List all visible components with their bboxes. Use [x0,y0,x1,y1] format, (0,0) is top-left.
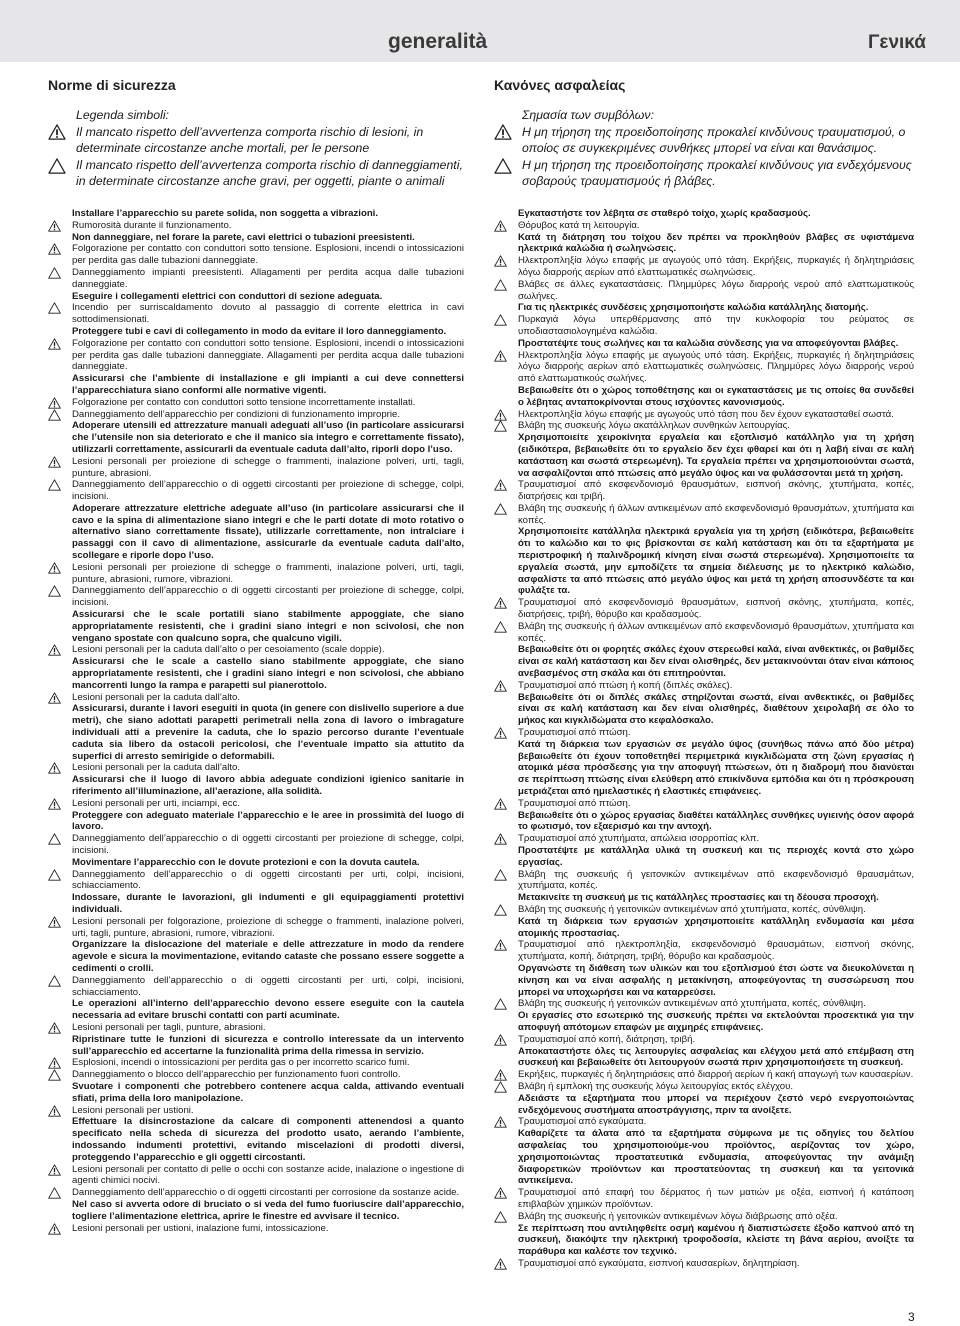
risk-text: Ηλεκτροπληξία λόγω επαφής με αγωγούς υπό τάση που δεν έχουν εγκατασταθεί σωστά. [518,408,894,420]
safety-entry [48,998,464,1033]
risk-text: Folgorazione per contatto con conduttori sotto tensione incorrettamente installati. [72,396,416,408]
safety-instruction: Installare l’apparecchio su parete solida, non soggetta a vibrazioni. [72,207,379,219]
safety-instruction: Adoperare attrezzature elettriche adeguate all’uso (in particolare assicurarsi che il cavo e la spina di alimentazione siano integri e che le parti dotate di moto rotativo o alternativo siano correttamente fissate), utilizzarle correttamente, non intralciare i passaggi con il cavo di alimentazione, assicurarle da eventuale caduta dall’alto, scollegare e riporle dopo l’uso. [72,502,464,562]
risk-text: Ηλεκτροπληξία λόγω επαφής με αγωγούς υπό τάση. Εκρήξεις, πυρκαγιές ή δηλητηριάσεις λόγω διαρροής αερίων από ελαττωματικές σωληνώσεις. Πλημμύρες λόγω διαρροής νερού από ελαττωματικούς σωλήνες. [518,349,914,385]
greek-legend [494,107,914,190]
greek-column [494,77,914,1270]
risk-text: Lesioni personali per la caduta dall’alto o per cesoiamento (scale doppie). [72,644,385,656]
risk-text: Βλάβη ή εμπλοκή της συσκευής λόγω λειτουργίας εκτός ελέγχου. [518,1080,794,1092]
safety-instruction: Le operazioni all’interno dell’apparecchio devono essere eseguite con la cautela necessaria ad evitare bruschi contatti con parti acuminate. [72,998,464,1022]
safety-instruction: Adoperare utensili ed attrezzature manuali adeguati all’uso (in particolare assicurarsi che l’utensile non sia deteriorato e che il manico sia integro e correttamente fissato), utilizzarli correttamente, assicurarli da eventuale caduta dall’alto, riporli dopo l’uso. [72,420,464,455]
safety-entry [48,703,464,774]
legend-text: Legenda simboli: [76,108,169,122]
risk-text: Τραυματισμοί από χτυπήματα, απώλεια ισορροπίας κλπ. [518,833,760,845]
safety-entry [48,208,464,232]
risk-text: Βλάβη της συσκευής λόγω ακατάλληλων συνθηκών λειτουργίας. [518,420,790,432]
safety-instruction: Proteggere con adeguato materiale l’apparecchio e le aree in prossimità del luogo di lavoro. [72,809,464,833]
warning-triangle-icon [48,267,62,280]
risk-text: Danneggiamento dell’apparecchio o di oggetti circostanti per proiezione di schegge, colpi, incisioni. [72,833,464,856]
risk-text: Folgorazione per contatto con conduttori sotto tensione. Esplosioni, incendi o intossicazioni per perdita gas dalle tubazioni danneggiate. Allagamenti per perdita acqua dalle tubazioni danneggiate. [72,337,464,373]
risk-text: Τραυματισμοί από εκσφενδονισμό θραυσμάτων, εισπνοή σκόνης, χτυπήματα, κοπές, διατρήσεις, τριβή, θόρυβο και κραδασμούς. [518,597,914,621]
risk-text: Lesioni personali per folgorazione, proiezione di schegge o frammenti, inalazione polveri, urti, tagli, punture, abrasioni, rumore, vibrazioni. [72,915,464,939]
safety-instruction: Μετακινείτε τη συσκευή με τις κατάλληλες προστασίες και τη δέουσα προσοχή. [518,892,879,904]
safety-entry [494,845,914,892]
warning-exclamation-icon [48,338,62,351]
warning-triangle-icon [494,314,508,327]
warning-triangle-icon [48,479,62,492]
safety-instruction: Non danneggiare, nel forare la parete, cavi elettrici o tubazioni preesistenti. [72,231,415,243]
risk-text: Βλάβη της συσκευής ή γειτονικών αντικειμένων από εκσφενδονισμό θραυσμάτων, χτυπήματα, κοπές. [518,868,914,892]
warning-triangle-icon [48,869,62,882]
safety-instruction: Σε περίπτωση που αντιληφθείτε οσμή καμένου ή διαπιστώσετε έξοδο καπνού από τη συσκευή, διακόψτε την ηλεκτρική τροφοδοσία, κλείστε τη βάνα αερίου, ανοίξτε τα παράθυρα και καλέστε τον τεχνικό. [518,1222,914,1258]
risk-text: Τραυματισμοί από επαφή του δέρματος ή των ματιών με οξέα, εισπνοή ή κατάποση επιβλαβών χημικών προϊόντων. [518,1187,914,1210]
safety-instruction: Eseguire i collegamenti elettrici con conduttori di sezione adeguata. [72,290,383,302]
safety-entry [48,1034,464,1081]
legend-text: Σημασία των συμβόλων: [522,108,654,122]
safety-instruction: Κατά τη διάτρηση του τοίχου δεν πρέπει να προκληθούν βλάβες σε υφιστάμενα ηλεκτρικά καλώδια ή σωληνώσεις. [518,231,914,255]
warning-exclamation-icon [494,124,508,137]
safety-entry [494,526,914,644]
italian-entries [48,208,464,1234]
warning-exclamation-icon [494,479,508,492]
risk-text: Τραυματισμοί από πτώση ή κοπή (διπλές σκάλες). [518,679,733,691]
safety-instruction: Movimentare l’apparecchio con le dovute protezioni e con la dovuta cautela. [72,856,420,868]
risk-text: Τραυματισμοί από εγκαύματα. [518,1116,647,1128]
italian-column [48,77,464,1234]
safety-instruction: Εγκαταστήστε τον λέβητα σε σταθερό τοίχο, χωρίς κραδασμούς. [518,207,811,219]
warning-triangle-icon [48,585,62,598]
safety-instruction: Assicurarsi che le scale portatili siano stabilmente appoggiate, che siano appropriatamente resistenti, che i gradini siano integri e non scivolosi, che non vengano spostate con qualcuno sopra, che qualcuno vigili. [72,609,464,644]
risk-text: Βλάβη της συσκευής ή άλλων αντικειμένων από εκσφενδονισμό θραυσμάτων, χτυπήματα και κοπές. [518,502,914,526]
safety-entry [48,774,464,809]
safety-entry [494,1093,914,1128]
safety-instruction: Organizzare la dislocazione del materiale e delle attrezzature in modo da rendere agevole e sicura la movimentazione, evitando cataste che possano essere soggette a cedimenti o crolli. [72,939,464,974]
safety-instruction: Effettuare la disincrostazione da calcare di componenti attenendosi a quanto specificato nella scheda di sicurezza del prodotto usato, aerando l’ambiente, indossando indumenti protettivi, evitando miscelazioni di prodotti diversi, proteggendo l’apparecchio e gli oggetti circostanti. [72,1116,464,1163]
page-number: 3 [908,1310,915,1324]
risk-text: Βλάβη της συσκευής ή άλλων αντικειμένων από εκσφενδονισμό θραυσμάτων, χτυπήματα και κοπές. [518,620,914,644]
risk-text: Lesioni personali per proiezione di schegge o frammenti, inalazione polveri, urti, tagli, punture, abrasioni, rumore, vibrazioni. [72,561,464,585]
safety-instruction: Βεβαιωθείτε ότι οι διπλές σκάλες στηρίζονται σωστά, είναι ανθεκτικές, οι βαθμίδες είναι σε καλή κατάσταση και δεν είναι ολισθηρές, διαθέτουν χειρολαβή σε όλο το μήκος και κιγκλιδώματα στο κεφαλόσκαλο. [518,691,914,727]
risk-text: Βλάβες σε άλλες εγκαταστάσεις. Πλημμύρες λόγω διαρροής νερού από ελαττωματικούς σωλήνες. [518,278,914,302]
risk-text: Βλάβη της συσκευής ή γειτονικών αντικειμένων λόγω διάβρωσης από οξέα. [518,1210,838,1222]
safety-entry [48,326,464,373]
safety-instruction: Βεβαιωθείτε ότι ο χώρος τοποθέτησης και οι εγκαταστάσεις με τις οποίες θα συνδεθεί ο λέβητας ανταποκρίνονται στους ισχύοντες κανονισμούς. [518,384,914,408]
safety-entry [48,609,464,656]
risk-text: Βλάβη της συσκευής ή γειτονικών αντικειμένων από χτυπήματα, κοπές, σύνθλιψη. [518,998,866,1010]
legend-row [494,157,914,190]
safety-instruction: Κατά τη διάρκεια των εργασιών χρησιμοποιείτε κατάλληλη ενδυμασία και μέσα ατομικής προστασίας. [518,915,914,939]
safety-entry [494,338,914,385]
safety-entry [494,644,914,691]
safety-entry [48,892,464,939]
safety-instruction: Nel caso si avverta odore di bruciato o si veda del fumo fuoriuscire dall’apparecchio, togliere l’alimentazione elettrica, aprire le finestre ed avvisare il tecnico. [72,1198,464,1222]
safety-entry [494,232,914,303]
risk-text: Lesioni personali per ustioni. [72,1104,194,1116]
safety-entry [494,1223,914,1270]
safety-entry [48,810,464,857]
legend-text: Il mancato rispetto dell’avvertenza comporta rischio di lesioni, in determinate circostanze anche mortali, per le persone [76,124,424,156]
risk-text: Lesioni personali per la caduta dall’alto. [72,762,240,774]
risk-text: Τραυματισμοί από εγκαύματα, εισπνοή καυσαερίων, δηλητηρίαση. [518,1257,800,1269]
risk-text: Τραυματισμοί από ηλεκτροπληξία, εκσφενδονισμό θραυσμάτων, εισπνοή σκόνης, χτυπήματα, κοπή, διάτρηση, τριβή, θόρυβο και κραδασμούς. [518,939,914,963]
safety-instruction: Proteggere tubi e cavi di collegamento in modo da evitare il loro danneggiamento. [72,325,447,337]
safety-instruction: Οργανώστε τη διάθεση των υλικών και του εξοπλισμού έτσι ώστε να διευκολύνεται η κίνηση και να είναι ασφαλής η μετακίνηση, αποφεύγοντας τη συσσώρευση που μπορεί να υποχωρήσει και να καταρρεύσει. [518,962,914,998]
risk-text: Danneggiamento o blocco dell’apparecchio per funzionamento fuori controllo. [72,1069,401,1081]
warning-triangle-icon [494,158,508,171]
legend-text: Η μη τήρηση της προειδοποίησης προκαλεί κινδύνους για ενδεχόμενους σοβαρούς τραυματισμούς ή βλάβες. [522,157,912,189]
safety-instruction: Χρησιμοποιείτε κατάλληλα ηλεκτρικά εργαλεία για τη χρήση (ειδικότερα, βεβαιωθείτε ότι το καλώδιο και το φις βρίσκονται σε καλή κατάσταση και ότι τα εξαρτήματα με περιστροφική ή παλινδρομική κίνηση είναι σωστά στερεωμένα). Χρησιμοποιείτε τα εργαλεία σωστά, μην εμποδίζετε τα σημεία διέλευσης με το ηλεκτρικό καλώδιο, ασφαλίστε τα από πτώσεις από μεγάλο ύψος και μετά τη χρήση αποσυνδέστε τα και φυλάξτε τα. [518,526,914,597]
safety-entry [494,892,914,916]
warning-triangle-icon [494,279,508,292]
warning-exclamation-icon [494,350,508,363]
risk-text: Πυρκαγιά λόγω υπερθέρμανσης από την κυκλοφορία του ρεύματος σε υποδιαστασιολογημένα καλώδια. [518,314,914,337]
risk-text: Folgorazione per contatto con conduttori sotto tensione. Esplosioni, incendi o intossicazioni per perdita gas dalle tubazioni danneggiate. [72,243,464,267]
italian-legend [48,107,464,190]
risk-text: Lesioni personali per ustioni, inalazione fumi, intossicazione. [72,1222,329,1234]
section-title-greek: Γενικά [868,32,926,53]
safety-entry [48,656,464,703]
safety-instruction: Assicurarsi che l’ambiente di installazione e gli impianti a cui deve connettersi l’apparecchiatura siano conformi alle normative vigenti. [72,373,464,396]
warning-exclamation-icon [48,456,62,469]
risk-text: Lesioni personali per urti, inciampi, ecc. [72,797,240,809]
risk-text: Rumorosità durante il funzionamento. [72,219,232,231]
warning-exclamation-icon [494,939,508,952]
warning-exclamation-icon [48,916,62,929]
safety-instruction: Για τις ηλεκτρικές συνδέσεις χρησιμοποιήστε καλώδια κατάλληλης διατομής. [518,302,869,314]
warning-exclamation-icon [48,124,62,137]
legend-text: Η μη τήρηση της προειδοποίησης προκαλεί κινδύνους τραυματισμού, ο οποίος σε συγκεκριμένες συνθήκες μπορεί να είναι και θανάσιμος. [522,124,906,156]
risk-text: Βλάβη της συσκευής ή γειτονικών αντικειμένων από χτυπήματα, κοπές, σύνθλιψη. [518,903,866,915]
safety-instruction: Χρησιμοποιείτε χειροκίνητα εργαλεία και εξοπλισμό κατάλληλο για τη χρήση (ειδικότερα, βεβαιωθείτε ότι το εργαλείο δεν έχει φθαρεί και ότι η λαβή είναι σε καλή κατάσταση και σωστά στερεωμένη). Τα εργαλεία πρέπει να χρησιμοποιούνται σωστά, να ασφαλίζονται από πτώσεις από μεγάλο ύψος και να φυλάσσονται μετά τη χρήση. [518,432,914,479]
safety-instruction: Βεβαιωθείτε ότι οι φορητές σκάλες έχουν στερεωθεί καλά, είναι ανθεκτικές, οι βαθμίδες είναι σε καλή κατάσταση και δεν είναι ολισθηρές, δεν μετακινούνται όταν είναι κάποιος ανεβασμένος στη σκάλα και ότι επιτηρούνται. [518,644,914,680]
safety-entry [494,385,914,432]
risk-text: Danneggiamento dell’apparecchio o di oggetti circostanti per proiezione di schegge, colpi, incisioni. [72,479,464,503]
warning-exclamation-icon [494,1258,508,1271]
risk-text: Danneggiamento dell’apparecchio o di oggetti circostanti per urti, colpi, incisioni, schiacciamento. [72,868,464,892]
section-title-italian: generalità [388,30,488,53]
warning-exclamation-icon [494,255,508,268]
safety-entry [494,810,914,845]
safety-instruction: Οι εργασίες στο εσωτερικό της συσκευής πρέπει να εκτελούνται προσεκτικά για την αποφυγή απότομων επαφών με αιχμηρές επιφάνειες. [518,1010,914,1033]
safety-entry [48,1116,464,1199]
safety-entry [48,503,464,609]
safety-entry [48,420,464,503]
risk-text: Ηλεκτροπληξία λόγω επαφής με αγωγούς υπό τάση. Εκρήξεις, πυρκαγιές ή δηλητηριάσεις λόγω διαρροής αερίων από ελαττωματικές σωληνώσεις. [518,255,914,278]
warning-triangle-icon [48,833,62,846]
safety-instruction: Assicurarsi, durante i lavori eseguiti in quota (in genere con dislivello superiore a due metri), che siano adottati parapetti perimetrali nella zona di lavoro o imbragature individuali atti a prevenire la caduta, che lo spazio percorso durante l’eventuale caduta sia libero da ostacoli pericolosi, che l’eventuale impatto sia attutito da superfici di arresto semirigide o deformabili. [72,703,464,762]
safety-entry [48,232,464,291]
safety-entry [494,963,914,1010]
risk-text: Εκρήξεις, πυρκαγιές ή δηλητηριάσεις από διαρροή αερίων ή κακή απαγωγή των καυσαερίων. [518,1069,914,1081]
risk-text: Lesioni personali per contatto di pelle o occhi con sostanze acide, inalazione o ingestione di agenti chimici nocivi. [72,1163,464,1187]
warning-triangle-icon [48,302,62,315]
safety-entry [48,1081,464,1116]
risk-text: Danneggiamento impianti preesistenti. Allagamenti per perdita acqua dalle tubazioni danneggiate. [72,266,464,290]
risk-text: Τραυματισμοί από πτώση. [518,797,631,809]
safety-entry [494,1010,914,1045]
risk-text: Τραυματισμοί από κοπή, διάτρηση, τριβή. [518,1033,696,1045]
safety-entry [494,1046,914,1093]
warning-triangle-icon [494,503,508,516]
safety-instruction: Καθαρίζετε τα άλατα από τα εξαρτήματα σύμφωνα με τις οδηγίες του δελτίου ασφαλείας του χρησιμοποιούμε-νου προϊόντος, αερίζοντας τον χώρο, χρησιμοποιώντας προστατευτικά ενδυμασία, αποφεύγοντας την ανάμιξη διαφορετικών προϊόντων και προστατεύοντας τη συσκευή και τα γειτονικά αντικείμενα. [518,1128,914,1187]
risk-text: Danneggiamento dell’apparecchio o di oggetti circostanti per proiezione di schegge, colpi, incisioni. [72,585,464,609]
warning-exclamation-icon [494,1187,508,1200]
safety-entry [494,739,914,810]
warning-exclamation-icon [48,1223,62,1236]
safety-entry [494,302,914,337]
safety-entry [494,692,914,739]
safety-instruction: Αποκαταστήστε όλες τις λειτουργίες ασφαλείας και ελέγχου μετά από επέμβαση στη συσκευή και βεβαιωθείτε ότι λειτουργούν σωστά πριν χρησιμοποιήσετε τη συσκευή. [518,1045,914,1069]
safety-entry [494,1128,914,1222]
warning-exclamation-icon [48,1164,62,1177]
legend-row [494,107,914,157]
safety-entry [48,939,464,998]
safety-entry [494,208,914,232]
safety-instruction: Assicurarsi che le scale a castello siano stabilmente appoggiate, che siano appropriatamente resistenti, che i gradini siano integri e non scivolosi, che abbiano mancorrenti lungo la rampa e parapetti sul pianerottolo. [72,656,464,691]
risk-text: Τραυματισμοί από πτώση. [518,727,631,739]
safety-entry [48,1199,464,1234]
risk-text: Danneggiamento dell’apparecchio o di oggetti circostanti per corrosione da sostanze acide. [72,1187,460,1199]
safety-instruction: Assicurarsi che il luogo di lavoro abbia adeguate condizioni igienico sanitarie in riferimento all’illuminazione, all’aerazione, alla solidità. [72,774,464,798]
safety-entry [494,432,914,526]
safety-instruction: Indossare, durante le lavorazioni, gli indumenti e gli equipaggiamenti protettivi individuali. [72,892,464,915]
legend-row [48,157,464,190]
risk-text: Lesioni personali per tagli, punture, abrasioni. [72,1021,266,1033]
safety-entry [48,373,464,420]
safety-instruction: Προστατέψτε τους σωλήνες και τα καλώδια σύνδεσης για να αποφεύγονται βλάβες. [518,337,899,349]
safety-entry [494,916,914,963]
safety-instruction: Ripristinare tutte le funzioni di sicurezza e controllo interessate da un intervento sull’apparecchio ed accertarne la funzionalità prima della rimessa in servizio. [72,1033,464,1057]
italian-heading: Norme di sicurezza [48,77,176,93]
legend-text: Il mancato rispetto dell’avvertenza comporta rischio di danneggiamenti, in determinate circostanze anche gravi, per oggetti, piante o animali [76,157,463,189]
greek-heading: Κανόνες ασφαλείας [494,77,626,93]
risk-text: Lesioni personali per la caduta dall’alto. [72,691,240,703]
safety-instruction: Αδειάστε τα εξαρτήματα που μπορεί να περιέχουν ζεστό νερό ενεργοποιώντας ενδεχόμενους συστήματα αποστράγγισης, πριν τα ανοίξετε. [518,1092,914,1116]
warning-triangle-icon [494,869,508,882]
risk-text: Τραυματισμοί από εκσφενδονισμό θραυσμάτων, εισπνοή σκόνης, χτυπήματα, κοπές, διατρήσεις και τριβή. [518,479,914,503]
safety-entry [48,857,464,892]
safety-instruction: Svuotare i componenti che potrebbero contenere acqua calda, attivando eventuali sfiati, prima della loro manipolazione. [72,1080,464,1104]
safety-instruction: Βεβαιωθείτε ότι ο χώρος εργασίας διαθέτει κατάλληλες συνθήκες υγιεινής όσον αφορά το φωτισμό, τον εξαερισμό και την αντοχή. [518,809,914,833]
safety-instruction: Προστατέψτε με κατάλληλα υλικά τη συσκευή και τις περιοχές κοντά στο χώρο εργασίας. [518,845,914,868]
greek-entries [494,208,914,1270]
risk-text: Incendio per surriscaldamento dovuto al passaggio di corrente elettrica in cavi sottodimensionati. [72,302,464,326]
risk-text: Lesioni personali per proiezione di schegge o frammenti, inalazione polveri, urti, tagli, punture, abrasioni. [72,455,464,479]
risk-text: Danneggiamento dell’apparecchio o di oggetti circostanti per urti, colpi, incisioni, schiacciamento. [72,974,464,998]
risk-text: Θόρυβος κατά τη λειτουργία. [518,219,640,231]
warning-triangle-icon [494,621,508,634]
risk-text: Esplosioni, incendi o intossicazioni per perdita gas o per incorretto scarico fumi. [72,1057,410,1069]
safety-instruction: Κατά τη διάρκεια των εργασιών σε μεγάλο ύψος (συνήθως πάνω από δύο μέτρα) βεβαιωθείτε ότι έχουν τοποθετηθεί περιμετρικά κιγκλιδώματα στη ζώνη εργασίας ή ατομικά μέσα πρόσδεσης για την αποφυγή πτώσεων, ότι η διαδρομή που διανύεται σε περίπτωση πτώσης είναι ελεύθερη από επικίνδυνα εμπόδια και ότι η πρόσκρουση μετριάζεται από ημιελαστικές ή ελαστικές επιφάνειες. [518,738,914,798]
safety-entry [48,291,464,326]
warning-exclamation-icon [48,243,62,256]
warning-exclamation-icon [494,597,508,610]
risk-text: Danneggiamento dell’apparecchio per condizioni di funzionamento improprie. [72,408,400,420]
warning-triangle-icon [48,975,62,988]
warning-triangle-icon [48,158,62,171]
legend-row [48,107,464,157]
warning-exclamation-icon [48,562,62,575]
